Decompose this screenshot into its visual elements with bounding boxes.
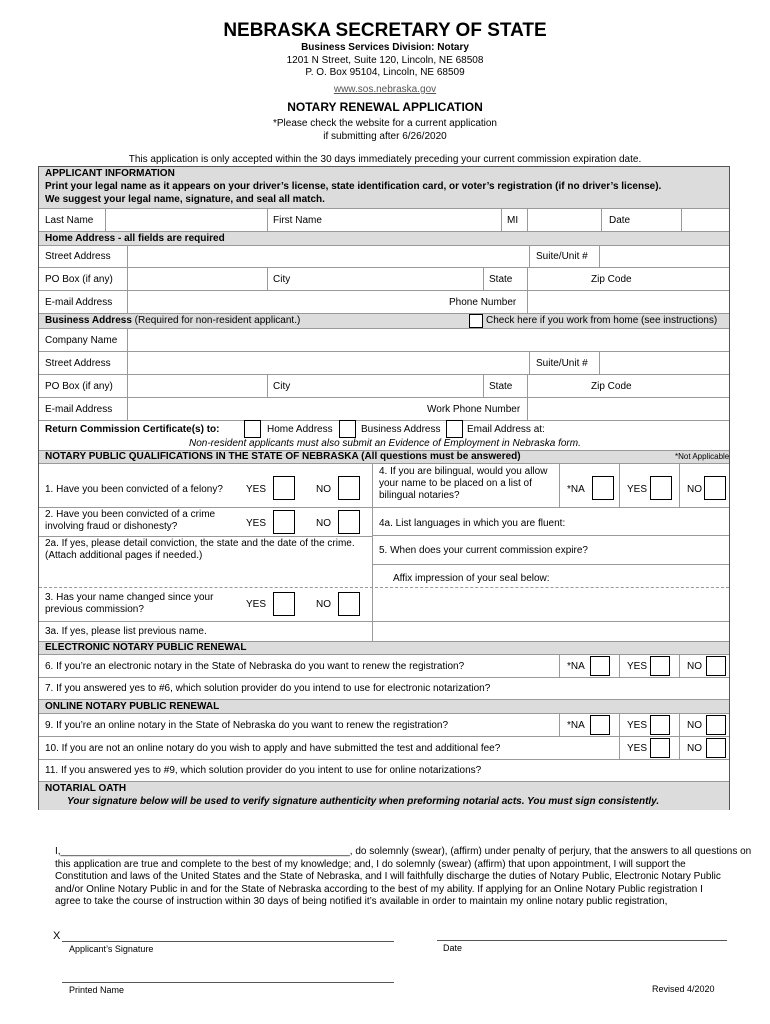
work-phone-label: Work Phone Number [427, 404, 521, 415]
legal-name-instruction: Print your legal name as it appears on your driver’s license, state identification card, or voter’s registration (if no driver’s license). [45, 181, 662, 192]
business-state-input[interactable] [528, 375, 583, 398]
printed-name-line[interactable] [62, 982, 394, 983]
business-address-title: Business Address [45, 315, 132, 326]
home-email-input[interactable] [128, 291, 443, 314]
q7-provider-input[interactable] [509, 678, 729, 700]
business-pobox-input[interactable] [128, 375, 266, 398]
business-suite-input[interactable] [600, 352, 729, 375]
q6-na-label: *NA [567, 661, 585, 672]
q4-na-label: *NA [567, 484, 585, 495]
home-zip-input[interactable] [639, 268, 729, 291]
q6-na-checkbox[interactable] [590, 656, 610, 676]
business-address-note: (Required for non-resident applicant.) [131, 315, 301, 326]
home-phone-input[interactable] [528, 291, 729, 314]
notice-line-2: if submitting after 6/26/2020 [323, 131, 447, 142]
q6-yes-label: YES [627, 661, 648, 672]
work-from-home-checkbox[interactable] [469, 314, 483, 328]
q4-yes-label: YES [627, 484, 648, 495]
return-certificate-row [39, 420, 729, 439]
q2-no-checkbox[interactable] [338, 510, 360, 534]
q4-yes-checkbox[interactable] [650, 476, 672, 500]
q11-provider-text: 11. If you answered yes to #9, which solution provider do you intent to use for online notarizations? [45, 765, 482, 776]
q1-no-label: NO [316, 484, 331, 495]
business-email-row [39, 397, 729, 421]
oath-section-header [39, 781, 729, 810]
qualifications-title: NOTARY PUBLIC QUALIFICATIONS IN THE STATE OF NEBRASKA (All questions must be answered) [45, 451, 521, 462]
seal-impression-label: Affix impression of your seal below: [393, 573, 550, 584]
q6-no-label: NO [687, 661, 702, 672]
q9-na-label: *NA [567, 720, 585, 731]
home-city-label: City [273, 274, 291, 285]
q9-no-label: NO [687, 720, 702, 731]
home-suite-input[interactable] [600, 246, 729, 268]
home-zip-label: Zip Code [591, 274, 632, 285]
date-signature-line[interactable] [437, 940, 727, 941]
q2-no-label: NO [316, 518, 331, 529]
oath-section-title: NOTARIAL OATH [45, 783, 127, 794]
q2-yes-label: YES [246, 518, 267, 529]
return-email-label: Email Address at: [467, 424, 545, 435]
last-name-input[interactable] [106, 209, 266, 232]
q3-no-label: NO [316, 599, 331, 610]
x-mark: X [53, 930, 61, 942]
street-address: 1201 N Street, Suite 120, Lincoln, NE 68508 [286, 55, 484, 66]
q2a-details-input[interactable] [45, 564, 365, 586]
not-applicable-note: *Not Applicable [675, 452, 730, 461]
q9-yes-checkbox[interactable] [650, 715, 670, 735]
first-name-input[interactable] [329, 209, 499, 232]
revision-date: Revised 4/2020 [652, 984, 715, 994]
qualifications-header [39, 450, 729, 464]
q6-yes-checkbox[interactable] [650, 656, 670, 676]
application-form [38, 166, 730, 810]
business-email-input[interactable] [128, 398, 418, 421]
q4-bilingual-text: 4. If you are bilingual, would you allow your name to be placed on a list of bilingual notaries? [379, 466, 548, 501]
name-match-instruction: We suggest your legal name, signature, and seal all match. [45, 194, 325, 205]
q6-row [39, 654, 729, 678]
q11-row [39, 759, 729, 782]
website-link[interactable]: www.sos.nebraska.gov [333, 84, 437, 95]
first-name-label: First Name [273, 215, 322, 226]
company-name-input[interactable] [128, 329, 729, 352]
q10-no-checkbox[interactable] [706, 738, 726, 758]
q9-row [39, 713, 729, 737]
business-zip-input[interactable] [639, 375, 729, 398]
electronic-section-header [39, 641, 729, 655]
last-name-label: Last Name [45, 215, 94, 226]
q1-yes-label: YES [246, 484, 267, 495]
qualifications-block [39, 463, 729, 588]
mi-input[interactable] [528, 209, 600, 232]
home-pobox-row [39, 267, 729, 291]
business-street-input[interactable] [128, 352, 528, 375]
q6-electronic-renew-text: 6. If you’re an electronic notary in the State of Nebraska do you want to renew the registration? [45, 661, 465, 672]
q7-provider-text: 7. If you answered yes to #6, which solution provider do you intend to use for electronic notarization? [45, 683, 491, 694]
business-pobox-row [39, 374, 729, 398]
division-name: Business Services Division: Notary [301, 42, 469, 53]
q3-no-checkbox[interactable] [338, 592, 360, 616]
signature-warning: Your signature below will be used to verify signature authenticity when preforming notarial acts. You must sign consistently. [67, 796, 660, 807]
home-phone-label: Phone Number [449, 297, 517, 308]
business-street-row [39, 351, 729, 375]
q3-row [39, 587, 729, 622]
company-name-label: Company Name [45, 335, 118, 346]
return-home-label: Home Address [267, 424, 333, 435]
return-home-checkbox[interactable] [244, 420, 261, 438]
q4a-languages-text: 4a. List languages in which you are fluent: [379, 518, 566, 529]
home-street-input[interactable] [128, 246, 528, 268]
mi-label: MI [507, 215, 519, 226]
business-zip-label: Zip Code [591, 381, 632, 392]
agency-title: NEBRASKA SECRETARY OF STATE [223, 20, 547, 41]
acceptance-notice: This application is only accepted within the 30 days immediately preceding your current commission expiration date. [128, 154, 642, 165]
q3-yes-label: YES [246, 599, 267, 610]
return-email-checkbox[interactable] [446, 420, 463, 438]
return-business-checkbox[interactable] [339, 420, 356, 438]
q2-fraud-text: 2. Have you been convicted of a crime involving fraud or dishonesty? [45, 509, 216, 532]
return-business-label: Business Address [361, 424, 441, 435]
home-street-label: Street Address [45, 251, 111, 262]
home-email-row [39, 290, 729, 314]
q3-yes-checkbox[interactable] [273, 592, 295, 616]
q2-yes-checkbox[interactable] [273, 510, 295, 534]
home-state-input[interactable] [528, 268, 583, 291]
home-pobox-input[interactable] [128, 268, 266, 291]
online-section-header [39, 699, 729, 714]
q6-no-checkbox[interactable] [706, 656, 726, 676]
q7-row [39, 677, 729, 700]
business-city-input[interactable] [297, 375, 487, 398]
q2a-details-text: 2a. If yes, please detail conviction, the state and the date of the crime. (Attach additional pages if needed.) [45, 538, 355, 561]
q5-expiration-text: 5. When does your current commission expire? [379, 545, 588, 556]
business-street-label: Street Address [45, 358, 111, 369]
signature-label: Applicant’s Signature [69, 944, 154, 954]
business-email-label: E-mail Address [45, 404, 113, 415]
date-label: Date [609, 215, 631, 226]
q1-felony-text: 1. Have you been convicted of a felony? [45, 484, 223, 495]
date-input[interactable] [682, 209, 729, 232]
q10-yes-checkbox[interactable] [650, 738, 670, 758]
applicant-section-header [39, 167, 729, 208]
work-from-home-label: Check here if you work from home (see instructions) [486, 315, 718, 326]
name-row [39, 208, 729, 232]
q1-no-checkbox[interactable] [338, 476, 360, 500]
nonresident-note-row [39, 438, 729, 450]
date-signature-label: Date [443, 943, 463, 953]
printed-name-label: Printed Name [69, 985, 125, 995]
home-street-row [39, 245, 729, 268]
q4-no-checkbox[interactable] [704, 476, 726, 500]
company-row [39, 328, 729, 352]
business-city-label: City [273, 381, 291, 392]
applicant-section-title: APPLICANT INFORMATION [45, 168, 175, 179]
home-state-label: State [489, 274, 513, 285]
q9-na-checkbox[interactable] [590, 715, 610, 735]
po-box-address: P. O. Box 95104, Lincoln, NE 68509 [305, 67, 465, 78]
q10-yes-label: YES [627, 743, 648, 754]
q9-yes-label: YES [627, 720, 648, 731]
q10-apply-online-text: 10. If you are not an online notary do you wish to apply and have submitted the test and additional fee? [45, 743, 501, 754]
q3-name-change-text: 3. Has your name changed since your previous commission? [45, 592, 214, 615]
nonresident-note: Non-resident applicants must also submit an Evidence of Employment in Nebraska form. [189, 438, 581, 449]
home-suite-label: Suite/Unit # [536, 251, 588, 262]
home-email-label: E-mail Address [45, 297, 113, 308]
q11-provider-input[interactable] [509, 760, 729, 782]
notice-line-1: *Please check the website for a current application [272, 118, 497, 129]
home-pobox-label: PO Box (if any) [45, 274, 113, 285]
online-section-title: ONLINE NOTARY PUBLIC RENEWAL [45, 701, 220, 712]
business-address-header [39, 313, 729, 329]
q3a-previous-name-text: 3a. If yes, please list previous name. [45, 626, 207, 637]
oath-statement: I,____________________________________________________, do solemnly (swear), (affirm) under penalty of perjury, that the answers to all questions on this application are true and complete to the best of my knowledge; and, I do solemnly (swear) (affirm) that upon appointment, I will support the Constitution and laws of the United States and the State of Nebraska, and I will faithfully discharge the duties of Notary Public, Electronic Notary Public and/or Online Notary Public in and for the State of Nebraska according to the best of my ability. If applying for an Online Notary Public registration I agree to take the course of instruction within 30 days of being notified it’s available in order to maintain my online notary public registration, [55, 846, 752, 907]
electronic-section-title: ELECTRONIC NOTARY PUBLIC RENEWAL [45, 642, 247, 653]
form-title: NOTARY RENEWAL APPLICATION [287, 100, 483, 114]
q3a-previous-name-input[interactable] [219, 622, 369, 642]
q1-yes-checkbox[interactable] [273, 476, 295, 500]
business-state-label: State [489, 381, 513, 392]
q9-no-checkbox[interactable] [706, 715, 726, 735]
home-address-header [39, 231, 729, 246]
return-certificate-label: Return Commission Certificate(s) to: [45, 424, 220, 435]
q10-row [39, 736, 729, 760]
business-pobox-label: PO Box (if any) [45, 381, 113, 392]
business-suite-label: Suite/Unit # [536, 358, 588, 369]
q10-no-label: NO [687, 743, 702, 754]
q9-online-renew-text: 9. If you’re an online notary in the State of Nebraska do you want to renew the registration? [45, 720, 449, 731]
q4-no-label: NO [687, 484, 702, 495]
signature-line[interactable] [62, 941, 394, 942]
home-address-title: Home Address - all fields are required [45, 233, 225, 244]
q4-na-checkbox[interactable] [592, 476, 614, 500]
home-city-input[interactable] [297, 268, 487, 291]
work-phone-input[interactable] [528, 398, 729, 421]
q3a-row [39, 621, 729, 642]
